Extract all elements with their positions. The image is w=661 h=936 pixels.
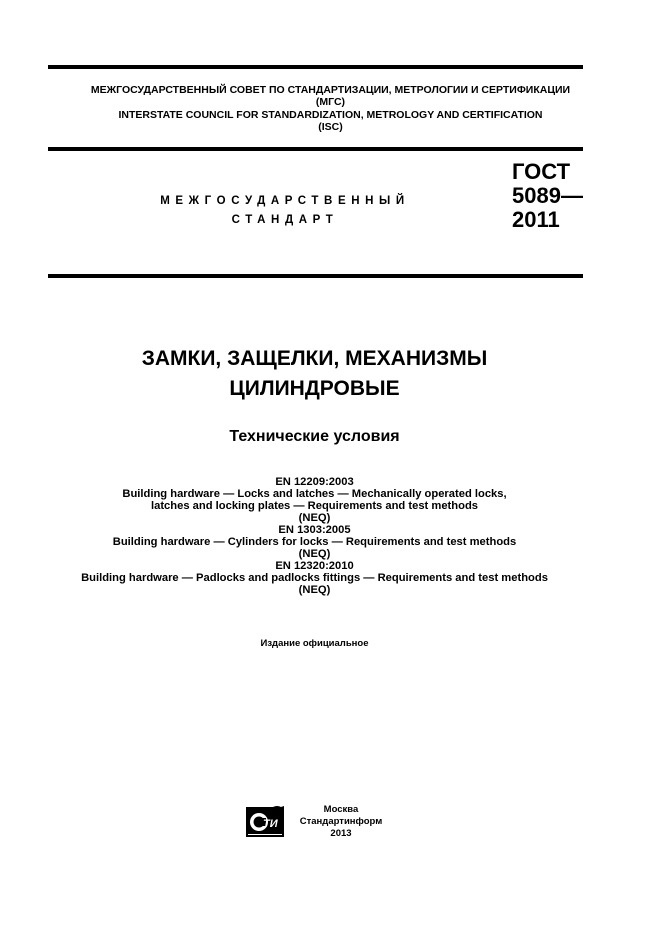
top-rule bbox=[48, 65, 583, 69]
reference-code: EN 12209:2003 bbox=[275, 476, 354, 488]
council-name-en: INTERSTATE COUNCIL FOR STANDARDIZATION, METROLOGY AND CERTIFICATION bbox=[118, 109, 543, 121]
section-rule bbox=[48, 274, 583, 278]
reference-code: EN 12320:2010 bbox=[275, 560, 354, 572]
document-subtitle: Технические условия bbox=[229, 428, 400, 445]
reference-equivalence: (NEQ) bbox=[298, 512, 331, 524]
title-line2: ЦИЛИНДРОВЫЕ bbox=[229, 377, 400, 400]
header-rule bbox=[48, 147, 583, 151]
council-name-ru: МЕЖГОСУДАРСТВЕННЫЙ СОВЕТ ПО СТАНДАРТИЗАЦИИ, МЕТРОЛОГИИ И СЕРТИФИКАЦИИ bbox=[90, 84, 571, 96]
reference-title: Building hardware — Locks and latches — Mechanically operated locks, bbox=[122, 488, 507, 500]
standard-type-line1: МЕЖГОСУДАРСТВЕННЫЙ bbox=[160, 195, 410, 207]
council-abbr-ru: (МГС) bbox=[315, 96, 346, 108]
reference-title: Building hardware — Cylinders for locks — Requirements and test methods bbox=[112, 536, 517, 548]
council-abbr-en: (ISC) bbox=[318, 121, 343, 133]
publisher-city: Москва bbox=[323, 804, 359, 815]
edition-label: Издание официальное bbox=[260, 638, 369, 649]
designation-line3: 2011 bbox=[512, 207, 560, 232]
publisher-name: Стандартинформ bbox=[299, 816, 383, 827]
standartinform-logo-icon bbox=[245, 805, 285, 839]
standard-type-line2: СТАНДАРТ bbox=[231, 214, 339, 226]
svg-text:ТИ: ТИ bbox=[263, 818, 278, 830]
reference-equivalence: (NEQ) bbox=[298, 548, 331, 560]
designation-line2: 5089— bbox=[512, 183, 583, 208]
reference-title: Building hardware — Padlocks and padlocks fittings — Requirements and test methods bbox=[81, 572, 548, 584]
reference-title-cont: latches and locking plates — Requirements and test methods bbox=[151, 500, 478, 512]
reference-code: EN 1303:2005 bbox=[278, 524, 351, 536]
publisher-year: 2013 bbox=[330, 828, 352, 839]
designation-line1: ГОСТ bbox=[512, 159, 571, 184]
title-line1: ЗАМКИ, ЗАЩЕЛКИ, МЕХАНИЗМЫ bbox=[141, 347, 488, 370]
reference-equivalence: (NEQ) bbox=[298, 584, 331, 596]
